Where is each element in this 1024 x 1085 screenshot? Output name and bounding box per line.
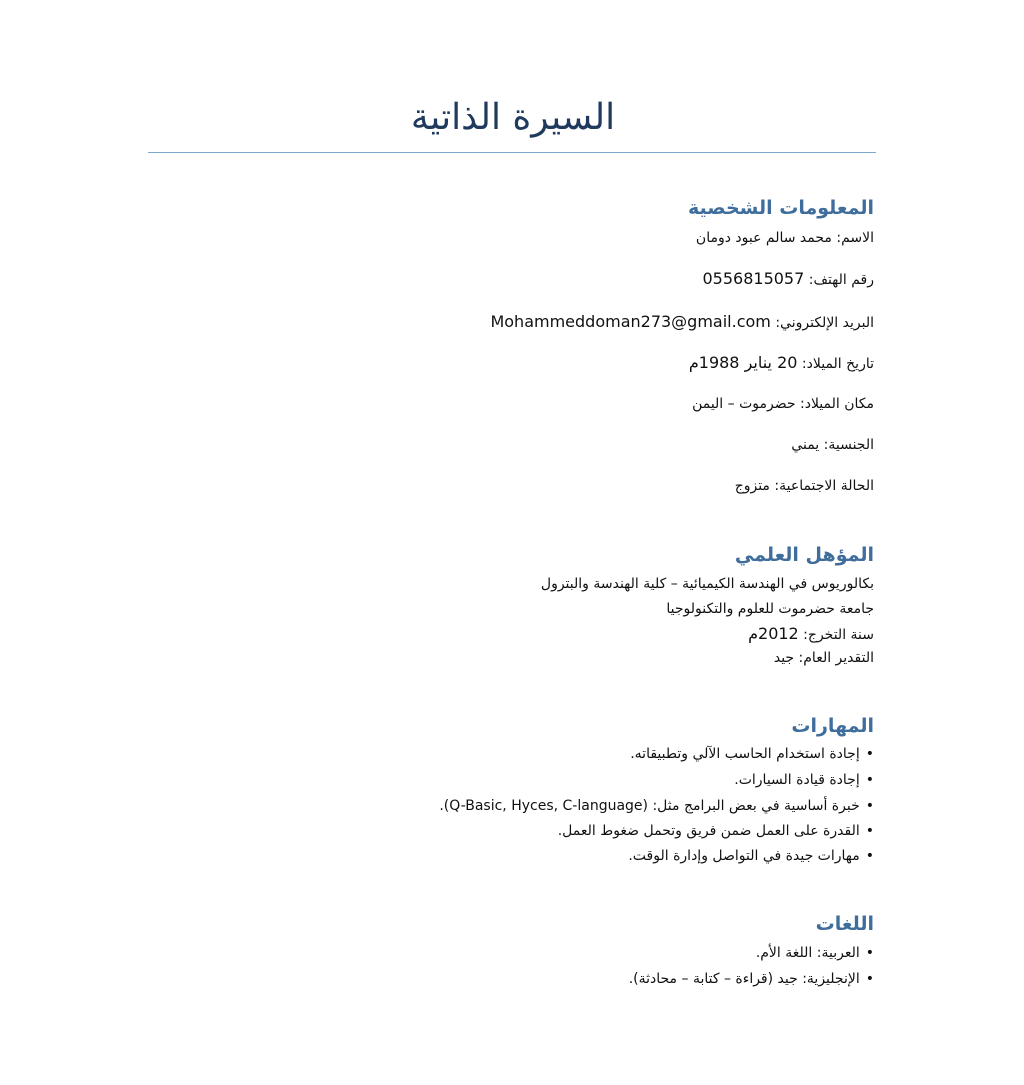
language-item <box>756 942 874 964</box>
bullet-icon: • <box>865 945 874 961</box>
birthplace-label: مكان الميلاد <box>804 396 874 412</box>
education-heading: المؤهل العلمي <box>734 544 874 566</box>
marital-label: الحالة الاجتماعية <box>779 478 874 494</box>
language-text: العربية: اللغة الأم. <box>755 945 860 961</box>
skill-item <box>439 795 874 817</box>
bullet-icon: • <box>865 746 874 762</box>
birthplace-line: مكان الميلاد: حضرموت – اليمن <box>692 396 874 412</box>
languages-heading: اللغات <box>815 913 874 935</box>
bullet-icon: • <box>865 823 874 839</box>
marital-value: متزوج <box>734 478 770 494</box>
bullet-icon: • <box>865 971 874 987</box>
grad-year-label: سنة التخرج <box>807 627 874 643</box>
grade-label: التقدير العام <box>803 650 874 666</box>
grade-line: التقدير العام: جيد <box>773 650 874 666</box>
skill-text: مهارات جيدة في التواصل وإدارة الوقت. <box>628 848 860 864</box>
skills-heading: المهارات <box>791 715 874 737</box>
skill-text: إجادة قيادة السيارات. <box>734 772 860 788</box>
language-text: الإنجليزية: جيد (قراءة – كتابة – محادثة). <box>628 971 860 987</box>
birthdate-value: 20 يناير 1988م <box>688 353 798 372</box>
bullet-icon: • <box>865 848 874 864</box>
name-value: محمد سالم عبود دومان <box>695 230 832 246</box>
grade-value: جيد <box>773 650 795 666</box>
title-divider <box>148 152 876 153</box>
skill-text: خبرة أساسية في بعض البرامج مثل: (Q-Basic, Hyces, C-language). <box>439 798 860 814</box>
nationality-value: يمني <box>791 437 820 453</box>
email-line: البريد الإلكتروني: Mohammeddoman273@gmail.com <box>490 312 874 331</box>
name-line: الاسم: محمد سالم عبود دومان <box>695 230 874 246</box>
phone-line: رقم الهتف: 0556815057 <box>702 269 874 288</box>
birthdate-line: تاريخ الميلاد: 20 يناير 1988م <box>688 353 874 372</box>
grad-year-line: سنة التخرج: 2012م <box>748 624 874 643</box>
birthplace-value: حضرموت – اليمن <box>692 396 796 412</box>
document-title: السيرة الذاتية <box>410 97 616 138</box>
skill-item <box>558 820 874 842</box>
degree-line: بكالوريوس في الهندسة الكيميائية – كلية الهندسة والبترول <box>540 576 874 592</box>
bullet-icon: • <box>865 798 874 814</box>
bullet-icon: • <box>865 772 874 788</box>
skill-text: القدرة على العمل ضمن فريق وتحمل ضغوط العمل. <box>557 823 860 839</box>
email-value: Mohammeddoman273@gmail.com <box>490 312 771 331</box>
name-label: الاسم <box>841 230 874 246</box>
phone-value: 0556815057 <box>702 269 805 288</box>
skill-text: إجادة استخدام الحاسب الآلي وتطبيقاته. <box>630 746 860 762</box>
birthdate-label: تاريخ الميلاد <box>806 356 874 372</box>
email-label: البريد الإلكتروني <box>780 315 874 331</box>
skill-item <box>734 769 874 791</box>
skill-item <box>628 845 874 867</box>
nationality-line: الجنسية: يمني <box>791 437 874 453</box>
language-item <box>629 968 874 990</box>
marital-status-line: الحالة الاجتماعية: متزوج <box>734 478 874 494</box>
university-line: جامعة حضرموت للعلوم والتكنولوجيا <box>666 601 874 617</box>
skill-item <box>630 743 874 765</box>
personal-info-heading: المعلومات الشخصية <box>687 197 874 219</box>
phone-label: رقم الهتف <box>813 272 874 288</box>
nationality-label: الجنسية <box>828 437 874 453</box>
grad-year-value: 2012م <box>748 624 799 643</box>
